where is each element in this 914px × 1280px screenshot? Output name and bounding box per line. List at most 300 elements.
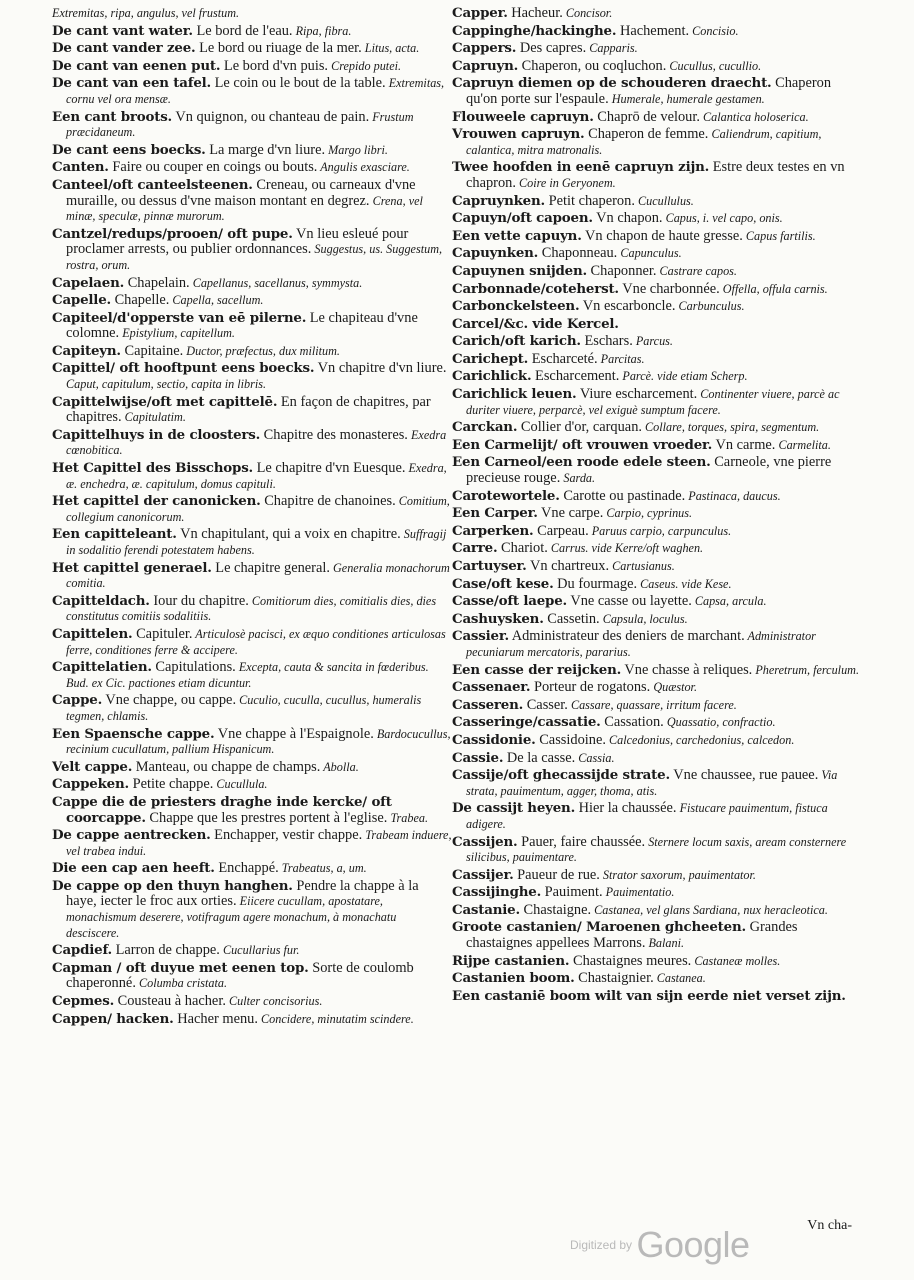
latin-gloss: Caliendrum, capitium, calantica, mitra matronalis. [466,127,822,157]
headword: Carichlick leuen. [452,386,577,403]
french-gloss: Vne chappe à l'Espaignole. [214,725,374,742]
french-gloss: Hachement. [616,22,690,39]
latin-gloss: Culter concisorius. [225,994,323,1009]
dictionary-entry [452,41,864,57]
latin-gloss: Cucullarius fur. [219,943,300,958]
dictionary-entry [52,594,452,625]
latin-gloss: Caseus. vide Kese. [637,576,732,591]
french-gloss: Vn chapon de haute gresse. [581,227,743,244]
headword: Carotewortele. [452,487,560,504]
headword: Cashuysken. [452,610,544,627]
latin-gloss: Concidere, minutatim scindere. [257,1011,414,1026]
latin-gloss: Abolla. [320,759,359,774]
latin-gloss: Via strata, pauimentum, agger, thoma, atis. [466,768,838,798]
dictionary-entry [452,264,864,280]
french-gloss: Vne chaussee, rue pauee. [669,767,819,784]
latin-gloss: Cassare, quassare, irritum facere. [567,697,737,712]
latin-gloss: Carrus. vide Kerre/oft waghen. [547,541,704,556]
headword: Cassie. [452,749,504,766]
headword: Capper. [452,5,508,21]
dictionary-entry [52,861,452,877]
latin-gloss: Ductor, præfectus, dux militum. [183,343,340,358]
latin-gloss: Margo libri. [325,142,388,157]
dictionary-entry [452,885,864,901]
french-gloss: Eschars. [580,333,633,350]
headword: Een cant broots. [52,108,173,125]
french-gloss: Iour du chapitre. [149,592,249,609]
french-gloss: Chapelle. [110,292,170,309]
headword: Capuyn/oft capoen. [452,210,593,227]
latin-gloss: Cucullus, cucullio. [666,58,762,73]
dictionary-entry [52,693,452,724]
latin-gloss: Capus fartilis. [742,228,816,243]
headword: De cant vant water. [52,22,193,39]
headword: Cassije/oft ghecassijde strate. [452,767,670,784]
french-gloss: Sorte de coulomb chaperonné. [66,959,414,992]
headword: Een Carper. [452,505,538,522]
dictionary-entry [52,627,452,658]
french-gloss: Hacher menu. [173,1010,258,1027]
headword: Een capitteleant. [52,526,177,543]
headword: Capelle. [52,292,111,309]
headword: Capiteyn. [52,342,121,359]
dictionary-entry [52,994,452,1010]
latin-gloss: Exedra, æ. enchedra, æ. capitulum, domus capituli. [66,461,447,491]
headword: Carbonckelsteen. [452,298,580,315]
headword: Carperken. [452,522,534,539]
dictionary-entry [452,663,864,679]
french-gloss: Carotte ou pastinade. [559,487,686,504]
french-gloss: Pauer, faire chaussée. [517,833,646,850]
french-gloss: Chappe que les prestres portent à l'eglise. [145,809,388,826]
latin-gloss: Cassia. [575,750,615,765]
dictionary-entry [52,428,452,459]
dictionary-entry [452,489,864,505]
headword: Cepmes. [52,993,115,1010]
latin-gloss: Collare, torques, spira, segmentum. [642,420,820,435]
french-gloss: Chapelain. [124,274,190,291]
catchword: Vn cha- [807,1218,852,1233]
headword: Capelaen. [52,274,125,291]
dictionary-entry [52,293,452,309]
dictionary-entry [452,506,864,522]
headword: Carich/oft karich. [452,333,581,350]
french-gloss: La marge d'vn liure. [205,141,326,158]
latin-gloss: Trabeam induere, vel trabea indui. [66,828,452,858]
dictionary-entry [52,6,452,22]
french-gloss: Chapitre de chanoines. [260,493,396,510]
french-gloss: Hacheur. [507,5,563,21]
french-gloss: Viure escharcement. [576,386,698,403]
dictionary-entry [452,698,864,714]
headword: Capruynken. [452,192,545,209]
headword: Het capittel der canonicken. [52,493,261,510]
latin-gloss: Strator saxorum, pauimentator. [599,867,756,882]
french-gloss: Porteur de rogatons. [530,679,651,696]
french-gloss: Vne casse ou layette. [567,593,692,610]
dictionary-entry [452,387,864,418]
headword: Casseren. [452,696,524,713]
dictionary-entry [452,455,864,486]
dictionary-entry [452,194,864,210]
dictionary-entry [452,24,864,40]
latin-gloss: Paruus carpio, carpunculus. [588,523,732,538]
headword: Carre. [452,540,498,557]
headword: Een vette capuyn. [452,227,582,244]
french-gloss: Chastaignes meures. [569,952,692,969]
headword: Carichlick. [452,368,532,385]
french-gloss: Chaperon, ou coqluchon. [518,57,667,74]
dictionary-entry [452,541,864,557]
headword: Capruyn diemen op de schouderen draecht. [452,75,772,92]
headword: Het capittel generael. [52,559,212,576]
headword: Cappinghe/hackinghe. [452,22,617,39]
dictionary-entry [52,760,452,776]
headword: Een Spaensche cappe. [52,725,215,742]
french-gloss: Vn chapitulant, qui a voix en chapitre. [176,526,401,543]
latin-gloss: Pheretrum, ferculum. [752,662,860,677]
dictionary-entry [52,311,452,342]
dictionary-entry [52,727,452,758]
latin-gloss: Capparis. [586,41,638,56]
dictionary-entry [452,768,864,799]
french-gloss: Vne charbonnée. [618,280,720,297]
latin-gloss: Carbunculus. [675,299,745,314]
french-gloss: Vne carpe. [537,505,604,522]
latin-gloss: Trabea. [387,810,429,825]
latin-gloss: Crepido putei. [328,58,402,73]
latin-gloss: Carpio, cyprinus. [603,506,693,521]
latin-gloss: Offella, offula carnis. [719,281,828,296]
latin-gloss: Balani. [645,936,685,951]
french-gloss: Larron de chappe. [112,942,220,959]
french-gloss: Capituler. [132,625,193,642]
french-gloss: Vn quignon, ou chanteau de pain. [172,108,370,125]
dictionary-entry [452,524,864,540]
dictionary-entry [52,943,452,959]
headword: Cassijer. [452,866,514,883]
latin-gloss: Trabeatus, a, um. [278,861,367,876]
dictionary-entry [452,835,864,866]
dictionary-entry [52,110,452,141]
latin-gloss: Excepta, cauta & sancita in fœderibus. Bud. ex Cic. pactiones etiam dicuntur. [66,660,429,690]
french-gloss: Cassation. [600,714,664,731]
dictionary-entry [452,733,864,749]
french-gloss: Vne chasse à reliques. [621,661,753,678]
latin-gloss: Capus, i. vel capo, onis. [662,211,783,226]
dictionary-entry [452,680,864,696]
headword: Carckan. [452,419,518,436]
dictionary-entry [452,751,864,767]
headword: Capman / oft duyue met eenen top. [52,959,309,976]
headword: Cappers. [452,40,517,57]
dictionary-entry [52,395,452,426]
dictionary-entry [52,777,452,793]
latin-gloss: Sternere locum saxis, aream consternere silicibus, pauimentare. [466,834,847,865]
dictionary-entry [52,227,452,274]
french-gloss: Collier d'or, carquan. [517,419,642,436]
latin-gloss: Caput, capitulum, sectio, capita in libris. [66,377,267,392]
headword: Castanie. [452,901,520,918]
latin-gloss: Continenter viuere, parcè ac duriter viuere, perparcè, vel exiguè sumptum facere. [466,387,840,417]
dictionary-entry [452,282,864,298]
latin-gloss: Carmelita. [775,437,831,452]
french-gloss: Chaperon de femme. [584,126,709,143]
latin-gloss: Suffragij in sodalitio ferendi potestatem habens. [66,527,447,557]
latin-gloss: Quæstor. [650,680,697,695]
latin-gloss: Cucullula. [213,777,268,792]
dictionary-entry [452,6,864,22]
french-gloss: Paueur de rue. [513,866,600,883]
headword: Case/oft kese. [452,575,554,592]
french-gloss: Petit chaperon. [545,192,635,209]
left-column [52,6,452,1029]
latin-gloss: Epistylium, capitellum. [119,326,235,341]
latin-gloss: Quassatio, confractio. [663,715,776,730]
headword: Cassijen. [452,833,518,850]
headword: Castanien boom. [452,970,575,987]
headword: De cant vander zee. [52,40,196,57]
french-gloss: Vn chartreux. [526,558,610,574]
dictionary-entry [452,211,864,227]
french-gloss: Enchapper, vestir chappe. [210,827,363,844]
latin-gloss: Castrare capos. [656,263,737,278]
french-gloss: Casser. [523,696,568,713]
dictionary-entry [452,903,864,919]
headword: Cassier. [452,628,509,645]
latin-gloss: Comitium, collegium canonicorum. [66,494,450,524]
french-gloss: Enchappé. [214,860,279,877]
latin-gloss: Frustum præcidaneum. [66,109,414,140]
headword: De cant eens boecks. [52,141,206,158]
latin-gloss: Bardocucullus, recinium cucullatum, pallium Hispanicum. [66,726,451,757]
dictionary-entry [52,795,452,826]
french-gloss: Petite chappe. [128,776,214,793]
latin-gloss: Extremitas, cornu vel ora mensæ. [66,76,445,106]
dictionary-entry [52,660,452,691]
french-gloss: Capitaine. [120,342,184,359]
latin-gloss: Humerale, humerale gestamen. [608,91,765,106]
headword: Capuynken. [452,245,539,262]
french-gloss: Vn lieu esleué pour proclamer arrests, ou publier ordonnances. [66,225,409,258]
headword: Capittelhuys in de cloosters. [52,426,261,443]
dictionary-entry [52,828,452,859]
latin-gloss: Capsa, arcula. [691,594,767,609]
headword: Cappe. [52,692,103,709]
french-gloss: Hier la chaussée. [575,800,677,817]
headword: Het Capittel des Bisschops. [52,460,253,477]
french-gloss: Le coin ou le bout de la table. [211,75,386,92]
french-gloss: Le chapiteau d'vne colomne. [66,309,418,342]
dictionary-entry [452,629,864,660]
dictionary-entry [452,334,864,350]
dictionary-entry [52,41,452,57]
latin-gloss: Cuculio, cuculla, cucullus, humeralis tegmen, chlamis. [66,693,422,723]
french-gloss: Chapitre des monasteres. [260,426,408,443]
dictionary-entry [52,961,452,992]
french-gloss: Estre deux testes en vn chapron. [466,159,845,191]
latin-gloss: Capellanus, sacellanus, symmysta. [189,275,363,290]
latin-gloss: Extremitas, ripa, angulus, vel frustum. [52,6,240,20]
french-gloss: Administrateur des deniers de marchant. [508,628,745,645]
dictionary-entry [452,127,864,158]
french-gloss: Cousteau à hacher. [114,993,226,1010]
french-gloss: Escharcement. [531,368,620,385]
headword: Capuynen snijden. [452,262,587,279]
dictionary-entry [52,160,452,176]
dictionary-entry [452,160,864,191]
latin-gloss: Articulosè pacisci, ex æquo conditiones articulosas ferre, conditiones ferre & accipere. [66,626,446,657]
headword: Een casse der reijcken. [452,661,622,678]
dictionary-entry [52,461,452,492]
dictionary-entry [452,229,864,245]
dictionary-entry [52,76,452,107]
french-gloss: Chaponner. [586,262,657,279]
headword: Capittelatien. [52,659,152,676]
headword: Vrouwen capruyn. [452,126,585,143]
french-gloss: Vn escarboncle. [579,298,676,315]
latin-gloss: Pastinaca, daucus. [685,488,781,503]
headword: Groote castanien/ Maroenen ghcheeten. [452,919,746,936]
headword: Capiteel/d'opperste van eē pilerne. [52,309,307,326]
dictionary-entry [452,317,864,333]
headword: Cappeken. [52,776,129,793]
dictionary-entry [452,76,864,107]
dictionary-entry [52,143,452,159]
headword: Cappe die de priesters draghe inde kercke/ oft coorcappe. [52,793,392,826]
headword: Canteel/oft canteelsteenen. [52,176,253,193]
dictionary-entry [452,59,864,75]
dictionary-entry [452,420,864,436]
french-gloss: Chariot. [497,540,548,557]
french-gloss: Chaponneau. [538,245,618,262]
latin-gloss: Fistucare pauimentum, fistuca adigere. [466,801,828,831]
dictionary-entry [52,24,452,40]
french-gloss: Cassidoine. [535,731,606,748]
dictionary-entry [452,110,864,126]
french-gloss: Manteau, ou chappe de champs. [132,758,321,775]
latin-gloss: Parcè. vide etiam Scherp. [619,369,748,384]
headword: Carbonnade/coteherst. [452,280,619,297]
latin-gloss: Pauimentatio. [602,885,675,900]
french-gloss: Vn chapitre d'vn liure. [314,360,447,377]
latin-gloss: Coire in Geryonem. [515,175,616,190]
dictionary-entry [452,801,864,832]
french-gloss: Chastaigne. [519,901,592,918]
latin-gloss: Concisor. [562,6,613,20]
french-gloss: Capitulations. [151,659,236,676]
headword: De cappe op den thuyn hanghen. [52,877,293,894]
latin-gloss: Administrator pecuniarum mercatoris, pararius. [466,629,816,659]
headword: Een Carneol/een roode edele steen. [452,454,711,471]
headword: Twee hoofden in eenē capruyn zijn. [452,159,710,176]
dictionary-entry [452,299,864,315]
latin-gloss: Ripa, fibra. [292,23,352,38]
dictionary-entry [52,1012,452,1028]
french-gloss: Carpeau. [533,522,589,539]
dictionary-entry [52,527,452,558]
latin-gloss: Parcitas. [597,351,645,366]
headword: Cappen/ hacken. [52,1010,174,1027]
french-gloss: Vn carme. [712,436,776,453]
dictionary-entry [452,989,864,1005]
digitized-by-google-watermark [570,1224,750,1266]
latin-gloss: Concisio. [689,23,739,38]
headword: Cassidonie. [452,731,536,748]
dictionary-entry [52,494,452,525]
french-gloss: Le bord ou riuage de la mer. [195,40,362,57]
latin-gloss: Sarda. [560,471,596,486]
latin-gloss: Generalia monachorum comitia. [66,560,450,591]
headword: Casseringe/cassatie. [452,714,601,731]
dictionary-entry [52,561,452,592]
latin-gloss: Comitiorum dies, comitialis dies, dies constitutus comitiis sodalitiis. [66,593,437,624]
french-gloss: Cassetin. [543,610,600,627]
headword: Die een cap aen heeft. [52,860,215,877]
latin-gloss: Cartusianus. [609,559,675,573]
dictionary-entry [52,361,452,392]
dictionary-entry [452,438,864,454]
french-gloss: Creneau, ou carneaux d'vne muraille, ou dessus d'vne maison montant en degrez. [66,176,416,209]
dictionary-entry [52,879,452,941]
headword: Casse/oft laepe. [452,593,567,610]
french-gloss: Vn chapon. [592,210,663,227]
dictionary-entry [452,612,864,628]
headword: Canten. [52,159,109,176]
dictionary-entry [52,59,452,75]
dictionary-entry [52,276,452,292]
french-gloss: Le chapitre general. [211,559,330,576]
latin-gloss: Calcedonius, carchedonius, calcedon. [605,732,795,747]
latin-gloss: Exedra cœnobitica. [66,427,447,458]
dictionary-entry [452,715,864,731]
headword: Een Carmelijt/ oft vrouwen vroeder. [452,436,713,453]
french-gloss: Le chapitre d'vn Euesque. [253,460,406,477]
headword: De cant van een tafel. [52,75,211,92]
headword: De cappe aentrecken. [52,827,211,844]
french-gloss: Vne chappe, ou cappe. [102,692,237,709]
dictionary-entry [452,920,864,951]
headword: Capitteldach. [52,592,150,609]
dictionary-entry [452,954,864,970]
dictionary-entry [52,344,452,360]
latin-gloss: Capunculus. [617,246,682,261]
latin-gloss: Castanea. [653,971,706,986]
headword: De cant van eenen put. [52,57,221,74]
french-gloss: Carneole, vne pierre precieuse rouge. [466,454,832,487]
headword: Carichept. [452,350,529,367]
dictionary-entry [452,577,864,593]
dictionary-entry [52,178,452,225]
headword: Capittelen. [52,625,133,642]
latin-gloss: Parcus. [632,334,673,349]
french-gloss: Le bord d'vn puis. [220,57,329,74]
french-gloss: En façon de chapitres, par chapitres. [66,393,431,426]
watermark-prefix: Digitized by [570,1238,633,1252]
latin-gloss: Calantica holoserica. [699,109,809,124]
headword: Capittelwijse/oft met capittelē. [52,393,278,410]
google-logo: Google [636,1224,750,1265]
dictionary-entry [452,559,864,575]
latin-gloss: Castanea, vel glans Sardiana, nux heracleotica. [591,902,828,917]
french-gloss: Le bord de l'eau. [192,22,293,39]
french-gloss: Pendre la chappe à la haye, iecter le froc aux orties. [66,877,419,910]
latin-gloss: Castaneæ molles. [691,953,781,968]
french-gloss: Pauiment. [541,884,603,901]
headword: Cassijinghe. [452,884,542,901]
latin-gloss: Cucullulus. [634,193,694,208]
headword: Cartuyser. [452,558,527,574]
